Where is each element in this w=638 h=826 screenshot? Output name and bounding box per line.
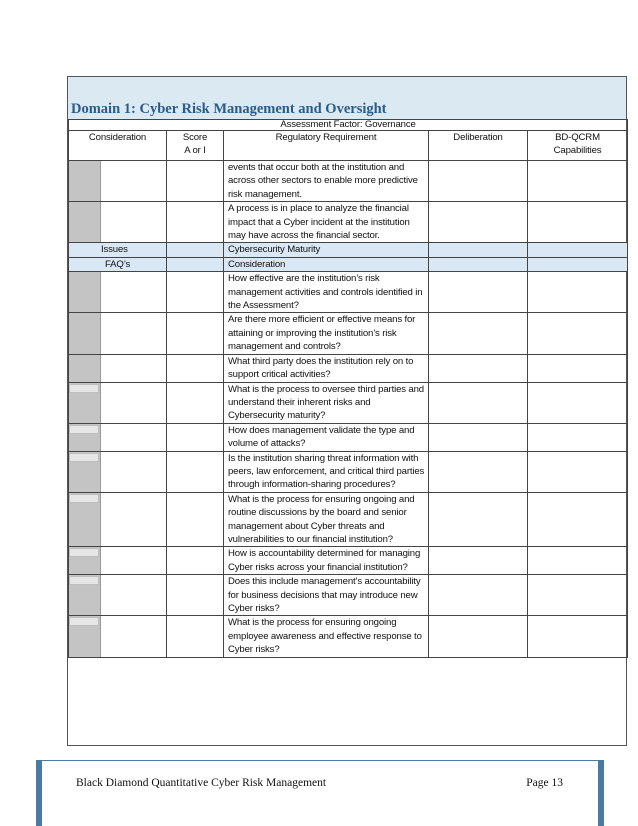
footer-rule <box>36 760 604 761</box>
consideration-blank <box>101 161 166 201</box>
gray-marker <box>69 355 101 382</box>
score-cell <box>167 616 224 657</box>
consideration-cell <box>69 492 167 547</box>
col-score-sublabel: A or I <box>184 145 206 157</box>
footer-right-bar <box>598 760 604 826</box>
gray-marker <box>69 424 101 451</box>
col-bdqcrm-header <box>528 131 628 161</box>
table-row <box>69 257 628 271</box>
score-cell <box>167 451 224 492</box>
deliberation-cell <box>429 547 528 575</box>
gray-marker <box>69 547 101 574</box>
deliberation-cell <box>429 575 528 616</box>
gray-marker <box>69 493 101 547</box>
requirement-cell: Does this include management’s accountability for business decisions that may introduce new Cyber risks? <box>224 575 429 616</box>
gray-marker <box>69 272 101 312</box>
requirement-cell: Consideration <box>224 257 429 271</box>
consideration-cell <box>69 547 167 575</box>
score-cell <box>167 547 224 575</box>
domain-title: Domain 1: Cyber Risk Management and Oversight <box>71 101 387 117</box>
score-cell <box>167 492 224 547</box>
gray-marker <box>69 616 101 656</box>
capabilities-cell <box>528 382 628 423</box>
consideration-cell <box>69 354 167 382</box>
col-bdqcrm-sublabel: Capabilities <box>553 145 602 157</box>
score-cell <box>167 575 224 616</box>
deliberation-cell <box>429 423 528 451</box>
column-header-row <box>69 131 628 161</box>
consideration-blank <box>101 575 166 615</box>
footer-title: Black Diamond Quantitative Cyber Risk Management <box>76 777 327 789</box>
footer-page-number: Page 13 <box>526 777 563 789</box>
capabilities-cell <box>528 575 628 616</box>
deliberation-cell <box>429 202 528 243</box>
consideration-cell <box>69 272 167 313</box>
checkbox-marker <box>69 453 99 462</box>
consideration-cell: FAQ’s <box>69 257 167 271</box>
consideration-blank <box>101 355 166 382</box>
assessment-table <box>68 119 628 658</box>
domain-header-band <box>68 77 626 119</box>
score-cell <box>167 257 224 271</box>
consideration-blank <box>101 383 166 423</box>
consideration-blank <box>101 452 166 492</box>
table-row <box>69 547 628 575</box>
score-cell <box>167 382 224 423</box>
gray-marker <box>69 383 101 423</box>
table-row <box>69 313 628 354</box>
checkbox-marker <box>69 617 99 626</box>
footer-left-bar <box>36 760 42 826</box>
table-row <box>69 161 628 202</box>
checkbox-marker <box>69 576 99 585</box>
gray-marker <box>69 313 101 353</box>
document-frame <box>67 76 627 746</box>
table-row <box>69 423 628 451</box>
deliberation-cell <box>429 257 528 271</box>
table-row <box>69 272 628 313</box>
col-consideration-label: Consideration <box>88 132 147 143</box>
capabilities-cell <box>528 243 628 257</box>
requirement-cell: What is the process for ensuring ongoing and routine discussions by the board and senior management about Cyber threats and vulnerabilities to our financial institution? <box>224 492 429 547</box>
capabilities-cell <box>528 272 628 313</box>
capabilities-cell <box>528 161 628 202</box>
consideration-blank <box>101 424 166 451</box>
requirement-cell: Is the institution sharing threat information with peers, law enforcement, and critical third parties through information-sharing procedures? <box>224 451 429 492</box>
consideration-cell: Issues <box>69 243 167 257</box>
assessment-factor-row <box>69 120 628 131</box>
gray-marker <box>69 452 101 492</box>
col-consideration-header <box>69 131 167 161</box>
capabilities-cell <box>528 423 628 451</box>
requirement-cell: How is accountability determined for managing Cyber risks across your financial institution? <box>224 547 429 575</box>
gray-marker <box>69 575 101 615</box>
table-row <box>69 575 628 616</box>
score-cell <box>167 272 224 313</box>
capabilities-cell <box>528 616 628 657</box>
col-regulatory-header <box>224 131 429 161</box>
capabilities-cell <box>528 202 628 243</box>
consideration-cell <box>69 161 167 202</box>
deliberation-cell <box>429 616 528 657</box>
deliberation-cell <box>429 243 528 257</box>
deliberation-cell <box>429 382 528 423</box>
consideration-cell <box>69 575 167 616</box>
consideration-cell <box>69 423 167 451</box>
deliberation-cell <box>429 313 528 354</box>
capabilities-cell <box>528 492 628 547</box>
col-score-label: Score <box>182 132 208 143</box>
requirement-cell: Cybersecurity Maturity <box>224 243 429 257</box>
deliberation-cell <box>429 451 528 492</box>
requirement-cell: A process is in place to analyze the financial impact that a Cyber incident at the institution may have across the financial sector. <box>224 202 429 243</box>
consideration-blank <box>101 272 166 312</box>
table-row <box>69 492 628 547</box>
table-row <box>69 243 628 257</box>
checkbox-marker <box>69 384 99 393</box>
capabilities-cell <box>528 313 628 354</box>
page-footer <box>36 760 604 826</box>
requirement-cell: Are there more efficient or effective means for attaining or improving the institution’s risk management and controls? <box>224 313 429 354</box>
requirement-cell: What third party does the institution rely on to support critical activities? <box>224 354 429 382</box>
checkbox-marker <box>69 494 99 503</box>
deliberation-cell <box>429 272 528 313</box>
col-deliberation-label: Deliberation <box>453 132 503 143</box>
consideration-blank <box>101 202 166 242</box>
requirement-cell: What is the process for ensuring ongoing employee awareness and effective response to Cyber risks? <box>224 616 429 657</box>
consideration-cell <box>69 382 167 423</box>
consideration-cell <box>69 202 167 243</box>
requirement-cell: How effective are the institution’s risk management activities and controls identified in the Assessment? <box>224 272 429 313</box>
score-cell <box>167 161 224 202</box>
table-row <box>69 202 628 243</box>
consideration-blank <box>101 313 166 353</box>
gray-marker <box>69 161 101 201</box>
requirement-cell: How does management validate the type and volume of attacks? <box>224 423 429 451</box>
requirement-cell: What is the process to oversee third parties and understand their inherent risks and Cybersecurity maturity? <box>224 382 429 423</box>
checkbox-marker <box>69 548 99 557</box>
deliberation-cell <box>429 492 528 547</box>
col-deliberation-header <box>429 131 528 161</box>
consideration-blank <box>101 493 166 547</box>
score-cell <box>167 202 224 243</box>
checkbox-marker <box>69 425 99 434</box>
requirement-cell: events that occur both at the institution and across other sectors to enable more predictive risk management. <box>224 161 429 202</box>
consideration-cell <box>69 451 167 492</box>
capabilities-cell <box>528 354 628 382</box>
score-cell <box>167 243 224 257</box>
score-cell <box>167 313 224 354</box>
gray-marker <box>69 202 101 242</box>
table-row <box>69 382 628 423</box>
consideration-cell <box>69 616 167 657</box>
col-score-header <box>167 131 224 161</box>
col-bdqcrm-label: BD-QCRM <box>555 132 600 143</box>
deliberation-cell <box>429 354 528 382</box>
score-cell <box>167 354 224 382</box>
deliberation-cell <box>429 161 528 202</box>
score-cell <box>167 423 224 451</box>
table-row <box>69 451 628 492</box>
assessment-factor: Assessment Factor: Governance <box>69 120 628 131</box>
capabilities-cell <box>528 547 628 575</box>
consideration-cell <box>69 313 167 354</box>
capabilities-cell <box>528 451 628 492</box>
table-row <box>69 616 628 657</box>
col-regulatory-label: Regulatory Requirement <box>275 132 377 143</box>
consideration-blank <box>101 616 166 656</box>
table-row <box>69 354 628 382</box>
consideration-blank <box>101 547 166 574</box>
capabilities-cell <box>528 257 628 271</box>
